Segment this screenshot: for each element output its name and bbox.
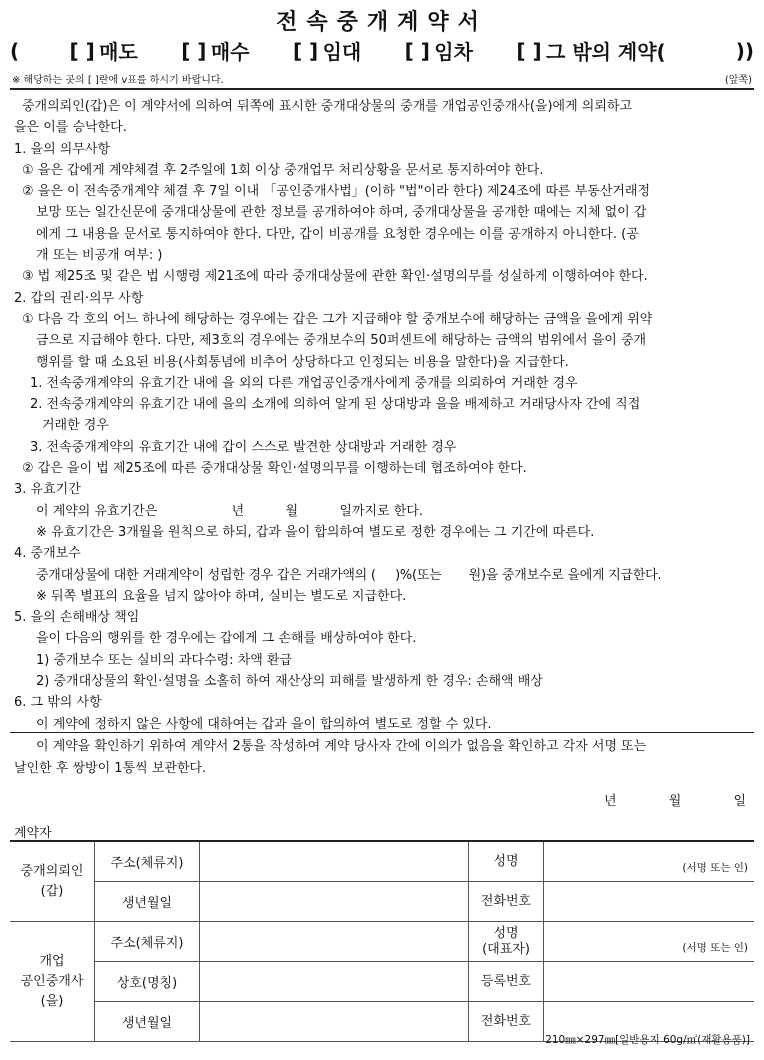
clause: ※ 유효기간은 3개월을 원칙으로 하되, 갑과 을이 합의하여 별도로 정한 경우에는 그 기간에 따른다.	[36, 524, 595, 540]
page-title: 전속중개계약서	[276, 10, 488, 35]
type-option-purchase[interactable]: [ ] 매수	[177, 36, 250, 65]
type-option-lease-in[interactable]: [ ] 임차	[400, 36, 473, 65]
type-option-sale[interactable]: [ ] 매도	[65, 36, 138, 65]
clause: 보망 또는 일간신문에 중개대상물에 관한 정보를 공개하여야 하며, 중개대상물을 공개한 때에는 지체 없이 갑	[36, 205, 647, 221]
broker-name-label: 성명 (대표자)	[469, 922, 544, 962]
clause: 금으로 지급해야 한다. 다만, 제3호의 경우에는 중개보수의 50퍼센트에 해당하는 금액의 범위에서 을이 중개	[36, 333, 647, 349]
client-group-label: 중개의뢰인 (갑)	[10, 841, 95, 922]
client-birth-field[interactable]	[200, 882, 469, 922]
clause: 이 계약의 유효기간은 년 월 일까지로 한다.	[36, 503, 424, 519]
contract-type-selector	[10, 36, 754, 65]
clause: 에게 그 내용을 문서로 통지하여야 한다. 다만, 갑이 비공개를 요청한 경우에는 이를 공개하지 아니한다. (공	[36, 226, 639, 242]
clause: 이 계약에 정하지 않은 사항에 대하여는 갑과 을이 합의하여 별도로 정할 수 있다.	[36, 716, 492, 732]
broker-group-label: 개업 공인중개사 (을)	[10, 922, 95, 1042]
checkbox[interactable]: [ ]	[404, 38, 430, 63]
client-address-field[interactable]	[200, 841, 469, 882]
types-close-paren: ))	[735, 38, 754, 63]
client-phone-field[interactable]	[544, 882, 755, 922]
section-heading: 6. 그 밖의 사항	[14, 695, 102, 711]
clause: 개 또는 비공개 여부: )	[36, 248, 163, 264]
clause: 을이 다음의 행위를 한 경우에는 갑에게 그 손해를 배상하여야 한다.	[36, 631, 417, 647]
clause: 1. 전속중개계약의 유효기간 내에 을 외의 다른 개업공인중개사에게 중개를 의뢰하여 거래한 경우	[30, 375, 578, 391]
checkbox[interactable]: [ ]	[69, 38, 95, 63]
broker-reg-field[interactable]	[544, 962, 755, 1002]
contract-body	[14, 96, 752, 735]
broker-address-label: 주소(체류지)	[95, 922, 200, 962]
section-heading: 1. 을의 의무사항	[14, 141, 111, 157]
client-signature-field[interactable]: (서명 또는 인)	[544, 841, 755, 882]
client-phone-label: 전화번호	[469, 882, 544, 922]
checkbox[interactable]: [ ]	[516, 38, 542, 63]
date-year: 년	[604, 794, 617, 809]
section-heading: 2. 갑의 권리·의무 사항	[14, 290, 144, 306]
types-open-paren: (	[10, 38, 20, 63]
intro-line: 을은 이를 승낙한다.	[14, 120, 127, 136]
broker-phone-label: 전화번호	[469, 1002, 544, 1042]
checkbox[interactable]: [ ]	[292, 38, 319, 63]
signing-date	[556, 790, 746, 809]
broker-address-field[interactable]	[200, 922, 469, 962]
clause: ① 다음 각 호의 어느 하나에 해당하는 경우에는 갑은 그가 지급해야 할 중개보수에 해당하는 금액을 을에게 위약	[22, 311, 653, 327]
broker-birth-label: 생년월일	[95, 1002, 200, 1042]
broker-signature-field[interactable]: (서명 또는 인)	[544, 922, 755, 962]
divider	[10, 732, 754, 733]
clause: 거래한 경우	[42, 418, 109, 434]
divider	[10, 88, 754, 90]
broker-office-label: 상호(명칭)	[95, 962, 200, 1002]
type-option-other[interactable]: [ ] 그 밖의 계약( ))	[512, 36, 754, 65]
clause: 행위를 할 때 소요된 비용(사회통념에 비추어 상당하다고 인정되는 비용을 말한다)을 지급한다.	[36, 354, 569, 370]
section-heading: 5. 을의 손해배상 책임	[14, 610, 140, 626]
parties-label: 계약자	[14, 826, 52, 841]
section-heading: 4. 중개보수	[14, 546, 81, 562]
clause: ② 갑은 을이 법 제25조에 따른 중개대상물 확인·설명의무를 이행하는데 협조하여야 한다.	[22, 461, 527, 477]
checkbox[interactable]: [ ]	[181, 38, 207, 63]
date-day: 일	[733, 794, 746, 809]
clause: 중개대상물에 대한 거래계약이 성립한 경우 갑은 거래가액의 ( )%(또는 원)을 중개보수로 을에게 지급한다.	[36, 567, 662, 583]
clause: 3. 전속중개계약의 유효기간 내에 갑이 스스로 발견한 상대방과 거래한 경우	[30, 439, 457, 455]
clause: 2) 중개대상물의 확인·설명을 소홀히 하여 재산상의 피해를 발생하게 한 경우: 손해액 배상	[36, 674, 543, 690]
instruction-row	[12, 71, 752, 87]
paper-spec-footer: 210㎜×297㎜[일반용지 60g/㎡(재활용품)]	[545, 1034, 750, 1046]
clause: 1) 중개보수 또는 실비의 과다수령: 차액 환급	[36, 652, 293, 668]
broker-reg-label: 등록번호	[469, 962, 544, 1002]
confirmation-text: 이 계약을 확인하기 위하여 계약서 2통을 작성하여 계약 당사자 간에 이의가 없음을 확인하고 각자 서명 또는 날인한 후 쌍방이 1통씩 보관한다.	[14, 739, 647, 776]
clause: ※ 뒤쪽 별표의 요율을 넘지 않아야 하며, 실비는 별도로 지급한다.	[36, 588, 407, 604]
client-address-label: 주소(체류지)	[95, 841, 200, 882]
client-birth-label: 생년월일	[95, 882, 200, 922]
clause: 2. 전속중개계약의 유효기간 내에 을의 소개에 의하여 알게 된 상대방과 을을 배제하고 거래당사자 간에 직접	[30, 397, 641, 413]
parties-table	[10, 840, 754, 1042]
broker-birth-field[interactable]	[200, 1002, 469, 1042]
clause: ① 을은 갑에게 계약체결 후 2주일에 1회 이상 중개업무 처리상황을 문서로 통지하여야 한다.	[22, 162, 544, 178]
clause: ③ 법 제25조 및 같은 법 시행령 제21조에 따라 중개대상물에 관한 확인·설명의무를 성실하게 이행하여야 한다.	[22, 269, 648, 285]
clause: ② 을은 이 전속중개계약 체결 후 7일 이내 「공인중개사법」(이하 "법"이라 한다) 제24조에 따른 부동산거래정	[22, 184, 651, 200]
broker-office-field[interactable]	[200, 962, 469, 1002]
intro-line: 중개의뢰인(갑)은 이 계약서에 의하여 뒤쪽에 표시한 중개대상물의 중개를 개업공인중개사(을)에게 의뢰하고	[22, 99, 633, 114]
section-heading: 3. 유효기간	[14, 482, 81, 498]
client-name-label: 성명	[469, 841, 544, 882]
page-side-label: (앞쪽)	[724, 75, 752, 86]
type-option-lease-out[interactable]: [ ] 임대	[289, 36, 362, 65]
date-month: 월	[668, 794, 682, 809]
instruction-note: ※ 해당하는 곳의 [ ]란에 v표를 하시기 바랍니다.	[12, 75, 224, 86]
